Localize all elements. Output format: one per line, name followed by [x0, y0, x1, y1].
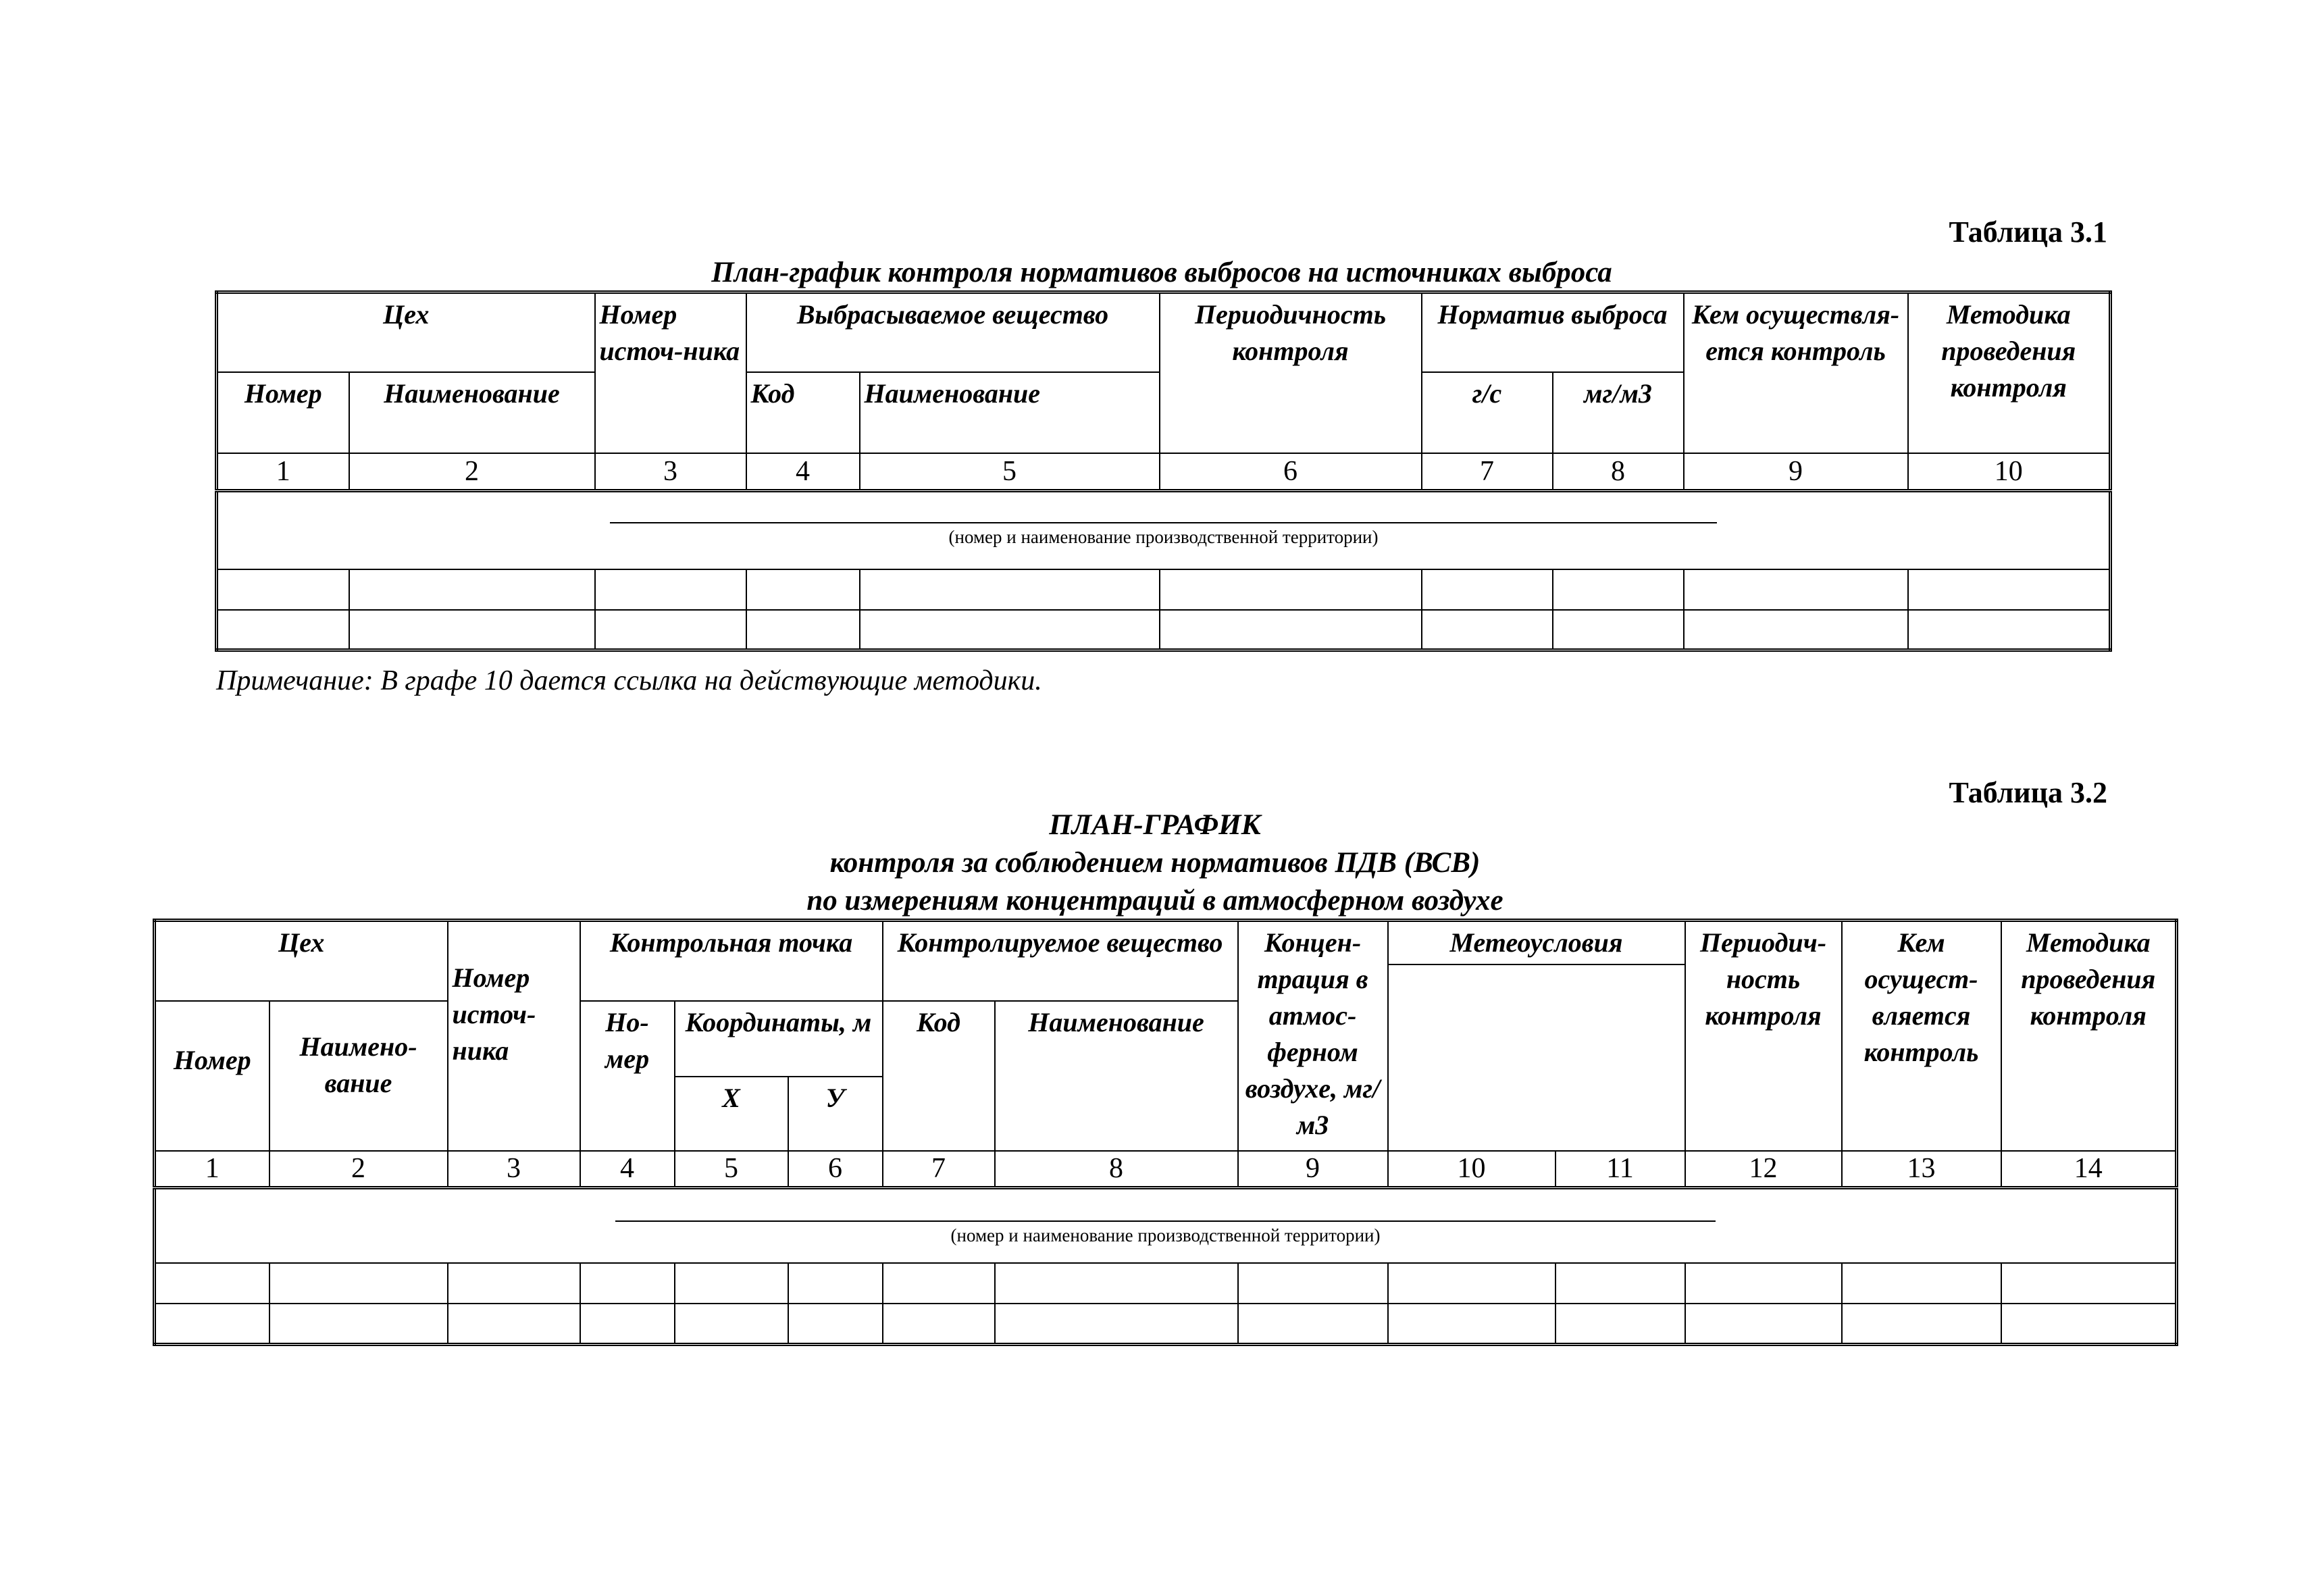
header-cp-x: Х	[675, 1077, 788, 1151]
cell	[883, 1304, 995, 1344]
cell	[595, 610, 746, 650]
header-workshop-number: Номер	[155, 1001, 269, 1151]
cell	[1238, 1304, 1388, 1344]
cell	[1685, 1304, 1842, 1344]
header-workshop-name: Наименование	[349, 372, 595, 453]
col-number: 4	[746, 453, 860, 491]
cell	[2001, 1304, 2177, 1344]
col-number: 5	[675, 1151, 788, 1187]
cell	[269, 1304, 448, 1344]
header-workshop: Цех	[155, 921, 448, 1002]
table1-title: План-график контроля нормативов выбросов на источниках выброса	[711, 257, 1612, 288]
cell	[349, 610, 595, 650]
col-number: 6	[1160, 453, 1422, 491]
header-method: Методика проведения контроля	[1908, 292, 2111, 453]
col-number: 7	[883, 1151, 995, 1187]
table2-label: Таблица 3.2	[1949, 776, 2107, 809]
cell	[1842, 1304, 2001, 1344]
territory-row	[217, 491, 2111, 569]
header-substance-code: Код	[746, 372, 860, 453]
cell	[860, 569, 1160, 610]
header-who: Кем осуществля-ется контроль	[1684, 292, 1908, 453]
cell	[1160, 569, 1422, 610]
col-number: 14	[2001, 1151, 2177, 1187]
cell	[1388, 1304, 1555, 1344]
header-substance-name: Наименование	[995, 1001, 1238, 1151]
cell	[995, 1304, 1238, 1344]
table-row	[217, 569, 2111, 610]
cell	[580, 1263, 675, 1304]
cell	[675, 1263, 788, 1304]
col-number: 5	[860, 453, 1160, 491]
cell	[448, 1263, 580, 1304]
header-source-number: Номер источ-ника	[595, 292, 746, 453]
cell	[269, 1263, 448, 1304]
cell	[860, 610, 1160, 650]
cell	[1160, 610, 1422, 650]
cell	[1422, 569, 1553, 610]
header-cp-y: У	[788, 1077, 883, 1151]
table2-title-line2: контроля за соблюдением нормативов ПДВ (ВСВ)	[829, 847, 1481, 879]
cell	[155, 1263, 269, 1304]
table1-note: Примечание: В графе 10 дается ссылка на действующие методики.	[216, 665, 1042, 696]
cell	[349, 569, 595, 610]
cell	[1388, 1263, 1555, 1304]
cell	[155, 1304, 269, 1344]
table-row	[217, 610, 2111, 650]
cell	[1908, 569, 2111, 610]
table1	[215, 290, 2112, 652]
col-number: 13	[1842, 1151, 2001, 1187]
col-number: 1	[217, 453, 349, 491]
cell	[580, 1304, 675, 1344]
cell	[1238, 1263, 1388, 1304]
cell	[217, 610, 349, 650]
cell	[1422, 610, 1553, 650]
header-substance: Контролируемое вещество	[883, 921, 1238, 1002]
col-number: 12	[1685, 1151, 1842, 1187]
header-meteo: Метеоусловия	[1388, 921, 1685, 965]
cell	[746, 569, 860, 610]
territory-row	[155, 1187, 2177, 1263]
territory-line	[610, 522, 1717, 523]
col-number: 2	[269, 1151, 448, 1187]
cell	[1553, 569, 1684, 610]
cell	[2001, 1263, 2177, 1304]
header-periodicity: Периодич-ность контроля	[1685, 921, 1842, 1152]
col-number: 3	[448, 1151, 580, 1187]
header-workshop-number: Номер	[217, 372, 349, 453]
cell	[217, 569, 349, 610]
cell	[1908, 610, 2111, 650]
col-number: 7	[1422, 453, 1553, 491]
header-norm-gs: г/с	[1422, 372, 1553, 453]
cell	[595, 569, 746, 610]
table1-label: Таблица 3.1	[1949, 215, 2107, 249]
table-row	[155, 1304, 2177, 1344]
cell	[883, 1263, 995, 1304]
cell	[1555, 1304, 1685, 1344]
header-cp-number: Но-мер	[580, 1001, 675, 1151]
territory-line	[615, 1220, 1716, 1222]
territory-caption: (номер и наименование производственной территории)	[950, 1225, 1381, 1245]
col-number: 1	[155, 1151, 269, 1187]
meteo-spacer	[1388, 964, 1685, 1151]
col-number: 6	[788, 1151, 883, 1187]
header-periodicity: Периодичность контроля	[1160, 292, 1422, 453]
cell	[1842, 1263, 2001, 1304]
cell	[995, 1263, 1238, 1304]
table2	[153, 919, 2178, 1346]
col-number: 10	[1388, 1151, 1555, 1187]
col-number: 8	[995, 1151, 1238, 1187]
header-substance: Выбрасываемое вещество	[746, 292, 1160, 372]
header-control-point: Контрольная точка	[580, 921, 883, 1002]
cell	[1684, 610, 1908, 650]
cell	[1555, 1263, 1685, 1304]
col-number: 8	[1553, 453, 1684, 491]
header-substance-code: Код	[883, 1001, 995, 1151]
header-concentration: Концен-трация в атмос-ферном воздухе, мг/м3	[1238, 921, 1388, 1152]
table2-title-line1: ПЛАН-ГРАФИК	[1049, 809, 1261, 841]
header-source-number: Номер источ-ника	[448, 921, 580, 1152]
header-method: Методика проведения контроля	[2001, 921, 2177, 1152]
cell	[1684, 569, 1908, 610]
col-number: 10	[1908, 453, 2111, 491]
cell	[788, 1263, 883, 1304]
col-number: 3	[595, 453, 746, 491]
col-number: 11	[1555, 1151, 1685, 1187]
cell	[1553, 610, 1684, 650]
col-number: 4	[580, 1151, 675, 1187]
header-substance-name: Наименование	[860, 372, 1160, 453]
table-row	[155, 1263, 2177, 1304]
cell	[788, 1304, 883, 1344]
cell	[675, 1304, 788, 1344]
header-workshop: Цех	[217, 292, 595, 372]
col-number: 2	[349, 453, 595, 491]
header-norm: Норматив выброса	[1422, 292, 1684, 372]
col-number: 9	[1684, 453, 1908, 491]
territory-caption: (номер и наименование производственной территории)	[948, 527, 1379, 547]
cell	[448, 1304, 580, 1344]
header-cp-coords: Координаты, м	[675, 1001, 883, 1077]
header-norm-mgm3: мг/м3	[1553, 372, 1684, 453]
cell	[746, 610, 860, 650]
table2-title-line3: по измерениям концентраций в атмосферном воздухе	[806, 885, 1503, 917]
cell	[1685, 1263, 1842, 1304]
header-workshop-name: Наимено-вание	[269, 1001, 448, 1151]
col-number: 9	[1238, 1151, 1388, 1187]
header-who: Кем осущест-вляется контроль	[1842, 921, 2001, 1152]
